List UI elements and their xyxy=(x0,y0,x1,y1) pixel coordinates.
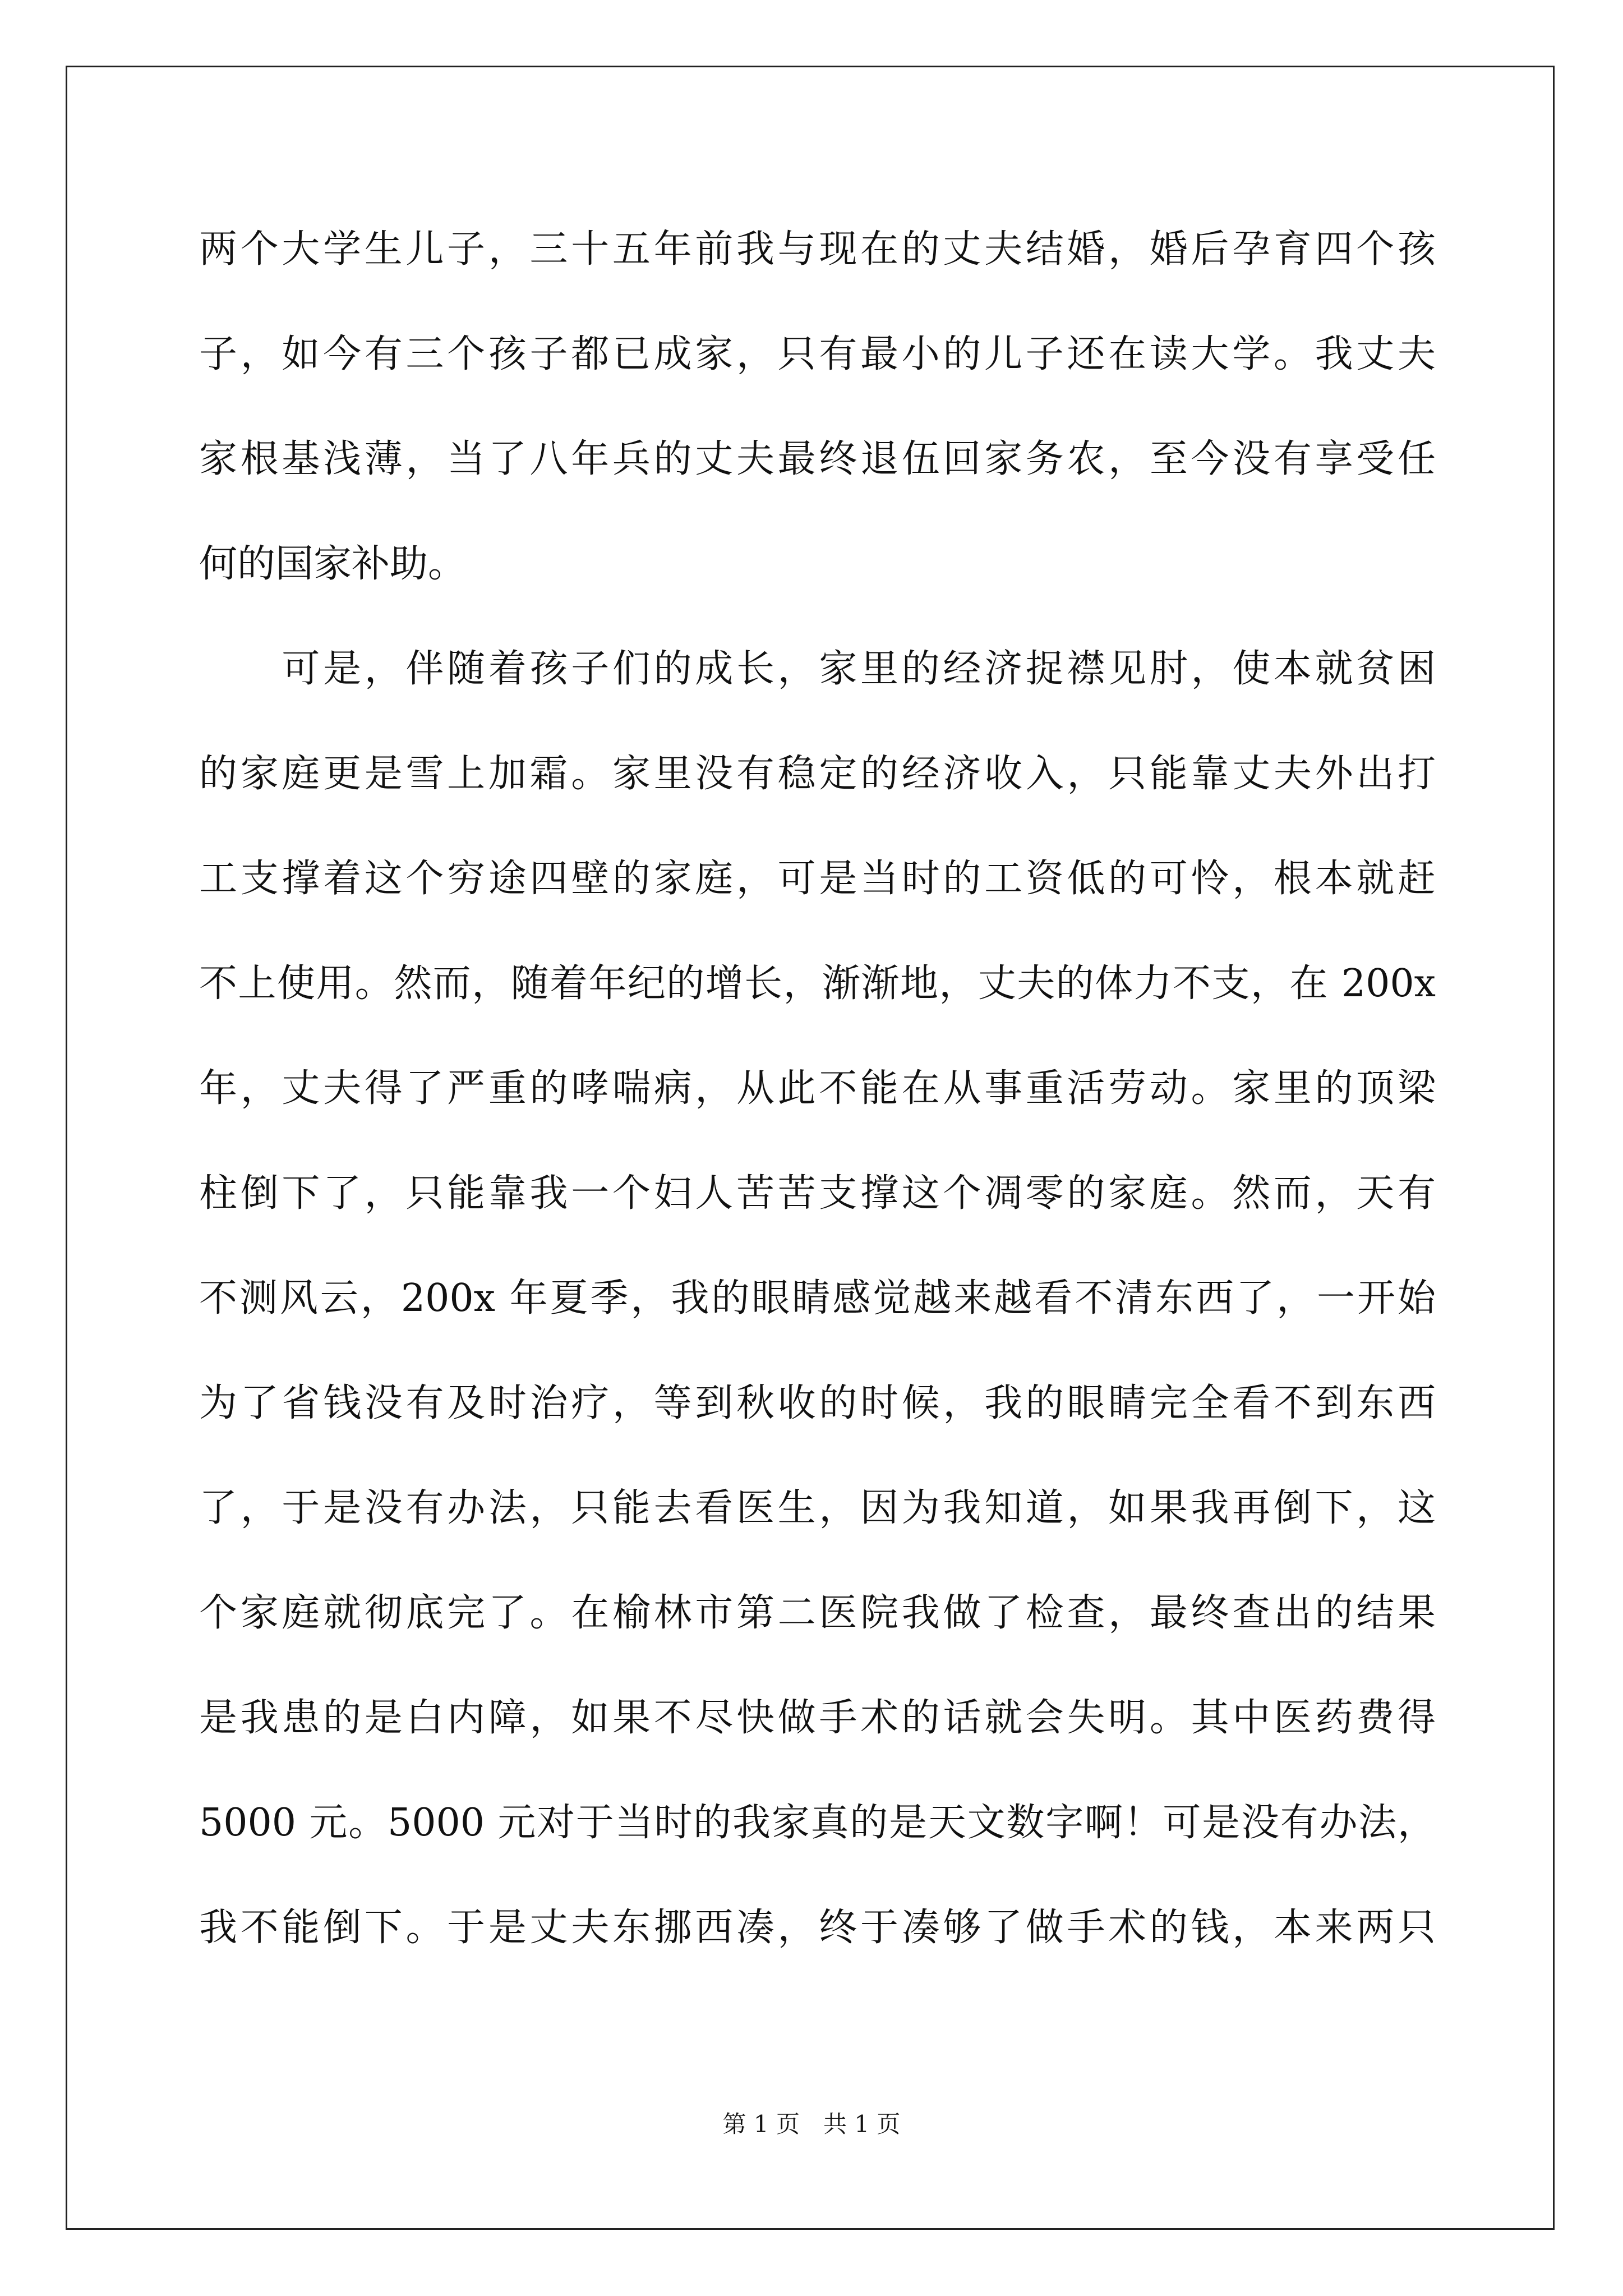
text-line: 个家庭就彻底完了。在榆林市第二医院我做了检查，最终查出的结果 xyxy=(199,1591,1436,1635)
text-line: 工支撑着这个穷途四壁的家庭，可是当时的工资低的可怜，根本就赶 xyxy=(199,857,1436,901)
text-line: 5000 元。5000 元对于当时的我家真的是天文数字啊！可是没有办法， xyxy=(199,1801,1436,1845)
text-line: 年，丈夫得了严重的哮喘病，从此不能在从事重活劳动。家里的顶梁 xyxy=(199,1066,1436,1111)
text-line: 我不能倒下。于是丈夫东挪西凑，终于凑够了做手术的钱，本来两只 xyxy=(199,1906,1436,1950)
text-line: 的家庭更是雪上加霜。家里没有稳定的经济收入，只能靠丈夫外出打 xyxy=(199,752,1436,796)
page-footer: 第 1 页 共 1 页 xyxy=(722,2110,901,2138)
text-line: 可是，伴随着孩子们的成长，家里的经济捉襟见肘，使本就贫困 xyxy=(199,647,1436,691)
text-line: 家根基浅薄，当了八年兵的丈夫最终退伍回家务农，至今没有享受任 xyxy=(199,437,1436,481)
text-line: 子，如今有三个孩子都已成家，只有最小的儿子还在读大学。我丈夫 xyxy=(199,332,1436,376)
text-line: 不测风云，200x 年夏季，我的眼睛感觉越来越看不清东西了，一开始 xyxy=(199,1276,1436,1320)
document-body xyxy=(199,213,1436,1996)
text-line: 了，于是没有办法，只能去看医生，因为我知道，如果我再倒下，这 xyxy=(199,1486,1436,1530)
text-line: 两个大学生儿子，三十五年前我与现在的丈夫结婚，婚后孕育四个孩 xyxy=(199,227,1436,272)
text-line: 不上使用。然而，随着年纪的增长，渐渐地，丈夫的体力不支，在 200x xyxy=(199,961,1436,1006)
text-line: 柱倒下了，只能靠我一个妇人苦苦支撑这个凋零的家庭。然而，天有 xyxy=(199,1171,1436,1216)
text-line: 为了省钱没有及时治疗，等到秋收的时候，我的眼睛完全看不到东西 xyxy=(199,1381,1436,1425)
text-line: 何的国家补助。 xyxy=(199,542,467,586)
text-line: 是我患的是白内障，如果不尽快做手术的话就会失明。其中医药费得 xyxy=(199,1696,1436,1740)
